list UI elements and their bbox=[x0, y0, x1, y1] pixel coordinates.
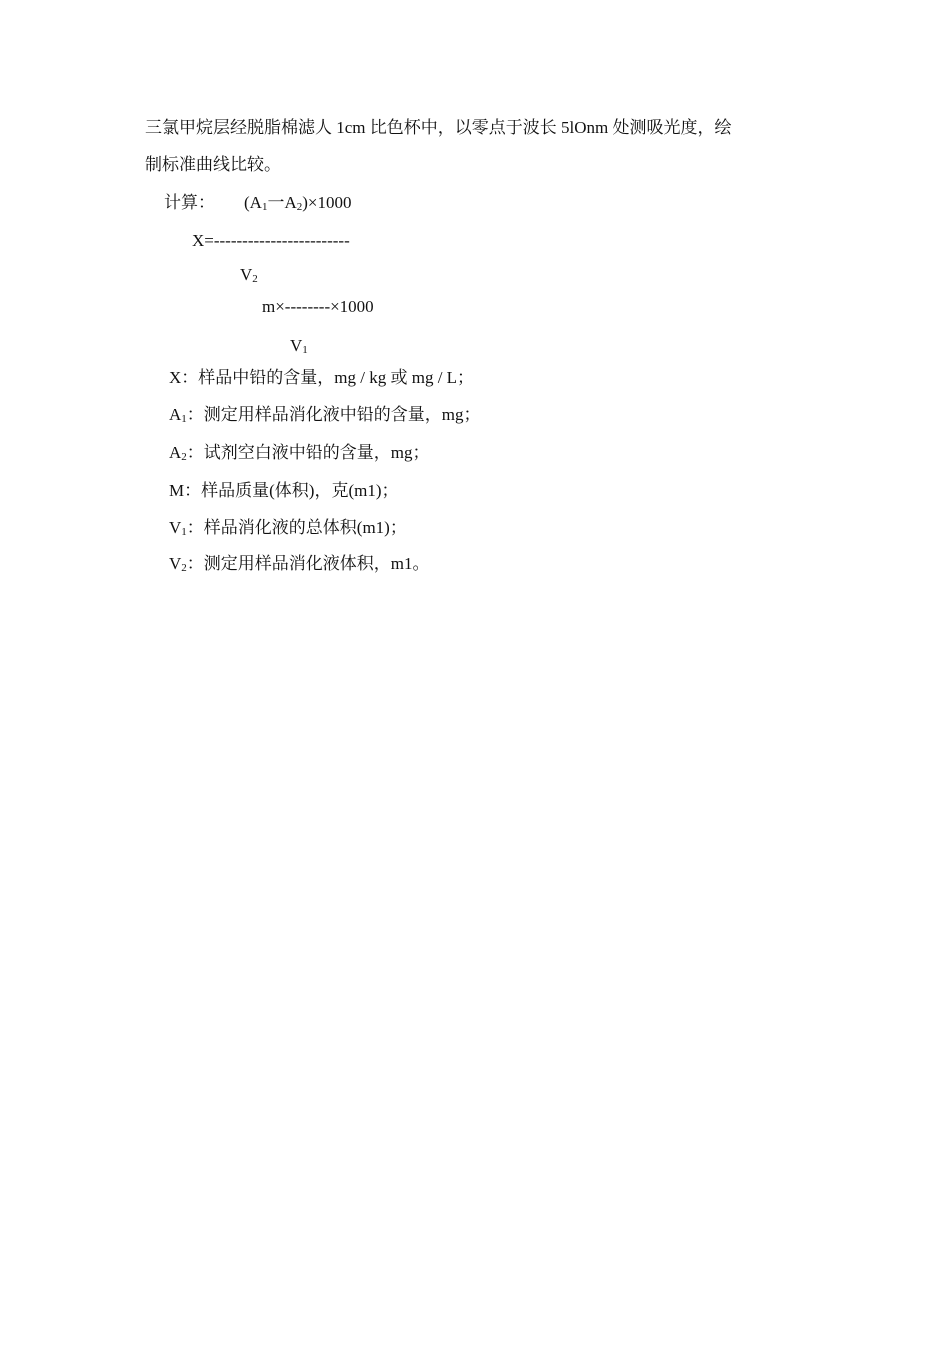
definition-text: ：样品质量(体积)，克(m1)； bbox=[184, 481, 399, 500]
definition-text: ：测定用样品消化液中铅的含量，mg； bbox=[186, 405, 481, 424]
v1-letter: V bbox=[290, 336, 303, 355]
definition-symbol-sub: 2 bbox=[181, 451, 187, 463]
definition-symbol: V bbox=[169, 518, 182, 537]
numerator-sub-1: 1 bbox=[261, 201, 268, 213]
definition-symbol: V bbox=[169, 554, 182, 573]
definition-symbol: M bbox=[169, 481, 185, 500]
paragraph-line-2: 制标准曲线比较。 bbox=[145, 155, 281, 174]
formula-v1 bbox=[290, 336, 308, 356]
numerator-dash: 一A bbox=[267, 193, 297, 212]
formula-label: 计算： bbox=[164, 193, 215, 212]
definition-m bbox=[169, 481, 399, 501]
definition-v1 bbox=[169, 518, 407, 538]
definition-a1 bbox=[169, 405, 481, 425]
paragraph-line-1: 三氯甲烷层经脱脂棉滤人 1cm 比色杯中，以零点于波长 5lOnm 处测吸光度，绘 bbox=[145, 118, 732, 137]
definition-symbol: A bbox=[169, 443, 182, 462]
definition-symbol-sub: 1 bbox=[181, 526, 187, 538]
definition-symbol-sub: 1 bbox=[181, 413, 187, 425]
definition-v2 bbox=[169, 554, 430, 574]
definition-symbol: X bbox=[169, 368, 182, 387]
numerator-sub-2: 2 bbox=[296, 201, 303, 213]
definition-text: ：样品中铅的含量，mg / kg 或 mg / L； bbox=[181, 368, 475, 387]
numerator-open: (A bbox=[244, 193, 262, 212]
definition-x bbox=[169, 368, 474, 388]
definition-a2 bbox=[169, 443, 430, 463]
numerator-close: )×1000 bbox=[302, 193, 352, 212]
formula-x-fraction-line: X=------------------------ bbox=[192, 231, 350, 250]
definition-text: ：测定用样品消化液体积，m1。 bbox=[186, 554, 430, 573]
definition-text: ：样品消化液的总体积(m1)； bbox=[186, 518, 407, 537]
formula-v2 bbox=[240, 265, 258, 285]
definition-symbol-sub: 2 bbox=[181, 562, 187, 574]
formula-m-line: m×--------×1000 bbox=[262, 297, 374, 316]
v1-sub: 1 bbox=[302, 344, 308, 356]
formula-numerator bbox=[244, 193, 351, 213]
definition-text: ：试剂空白液中铅的含量，mg； bbox=[186, 443, 430, 462]
v2-letter: V bbox=[240, 265, 253, 284]
definition-symbol: A bbox=[169, 405, 182, 424]
v2-sub: 2 bbox=[252, 273, 258, 285]
